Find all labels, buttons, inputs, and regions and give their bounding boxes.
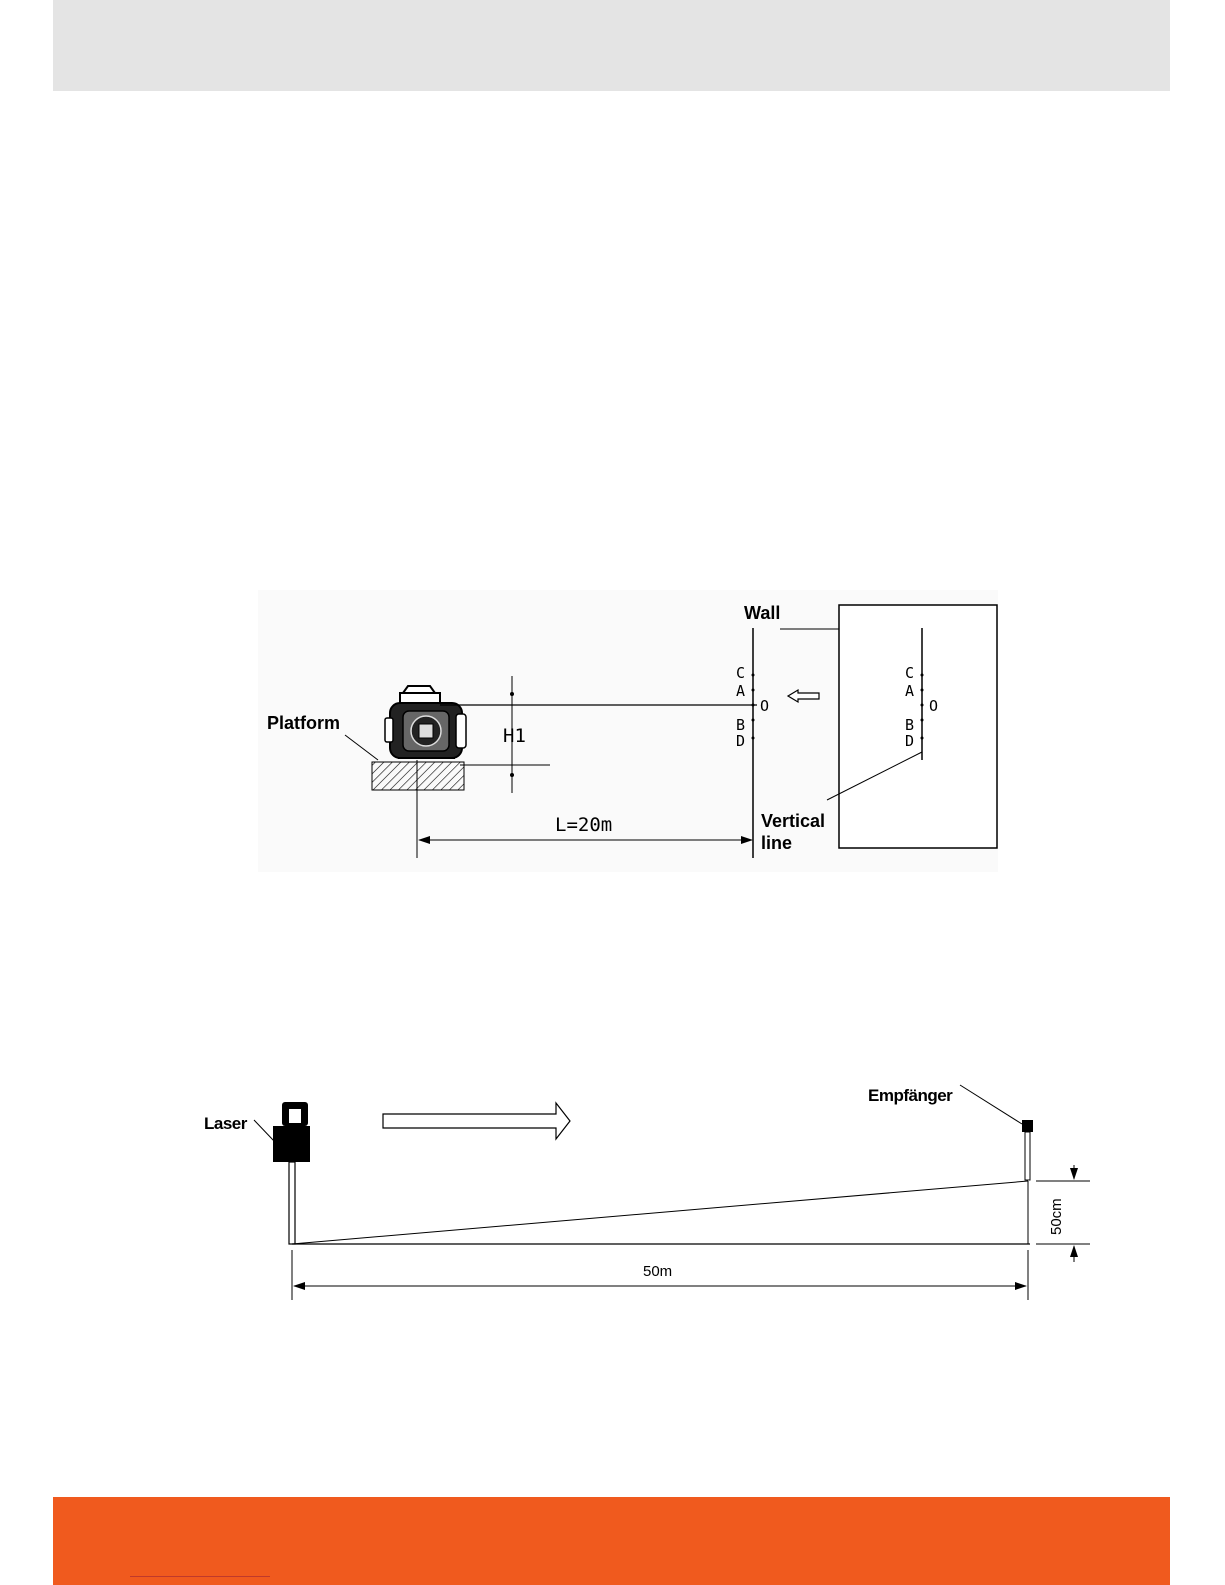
laser-label: Laser <box>204 1114 247 1133</box>
point-o-label: O <box>760 697 770 715</box>
figure1 <box>267 603 997 858</box>
rotary-laser-icon <box>385 686 466 758</box>
platform <box>372 762 464 790</box>
point-b-label: B <box>736 716 746 734</box>
wall-label: Wall <box>744 603 781 623</box>
sloped-beam <box>292 1181 1028 1244</box>
vertical-line-label-1: Vertical <box>761 811 826 831</box>
receiver-icon <box>1022 1120 1033 1132</box>
right-arrow-icon <box>383 1103 570 1139</box>
platform-label: Platform <box>267 713 341 733</box>
wall-detail-box <box>839 605 997 848</box>
distance-label: L=20m <box>555 814 613 836</box>
detail-point-a-label: A <box>905 682 915 700</box>
detail-point-o-label: O <box>929 697 939 715</box>
receiver-rod <box>1025 1132 1030 1180</box>
height-label: 50cm <box>1048 1198 1065 1235</box>
receiver-leader <box>960 1085 1022 1124</box>
figure2 <box>204 1085 1090 1300</box>
vertical-line-label-2: line <box>761 833 793 853</box>
h1-label: H1 <box>503 725 526 747</box>
page-footer-band <box>53 1497 1170 1585</box>
laser-icon <box>273 1102 310 1244</box>
distance-label-2: 50m <box>643 1263 673 1280</box>
point-d-label: D <box>736 732 746 750</box>
detail-point-b-label: B <box>905 716 915 734</box>
point-c-label: C <box>736 664 746 682</box>
footer-underline <box>130 1576 270 1577</box>
laser-leader <box>254 1120 274 1141</box>
platform-leader <box>345 735 378 760</box>
detail-point-c-label: C <box>905 664 915 682</box>
receiver-label: Empfänger <box>868 1086 953 1105</box>
detail-point-d-label: D <box>905 732 915 750</box>
left-arrow-icon <box>788 690 819 702</box>
point-a-label: A <box>736 682 746 700</box>
